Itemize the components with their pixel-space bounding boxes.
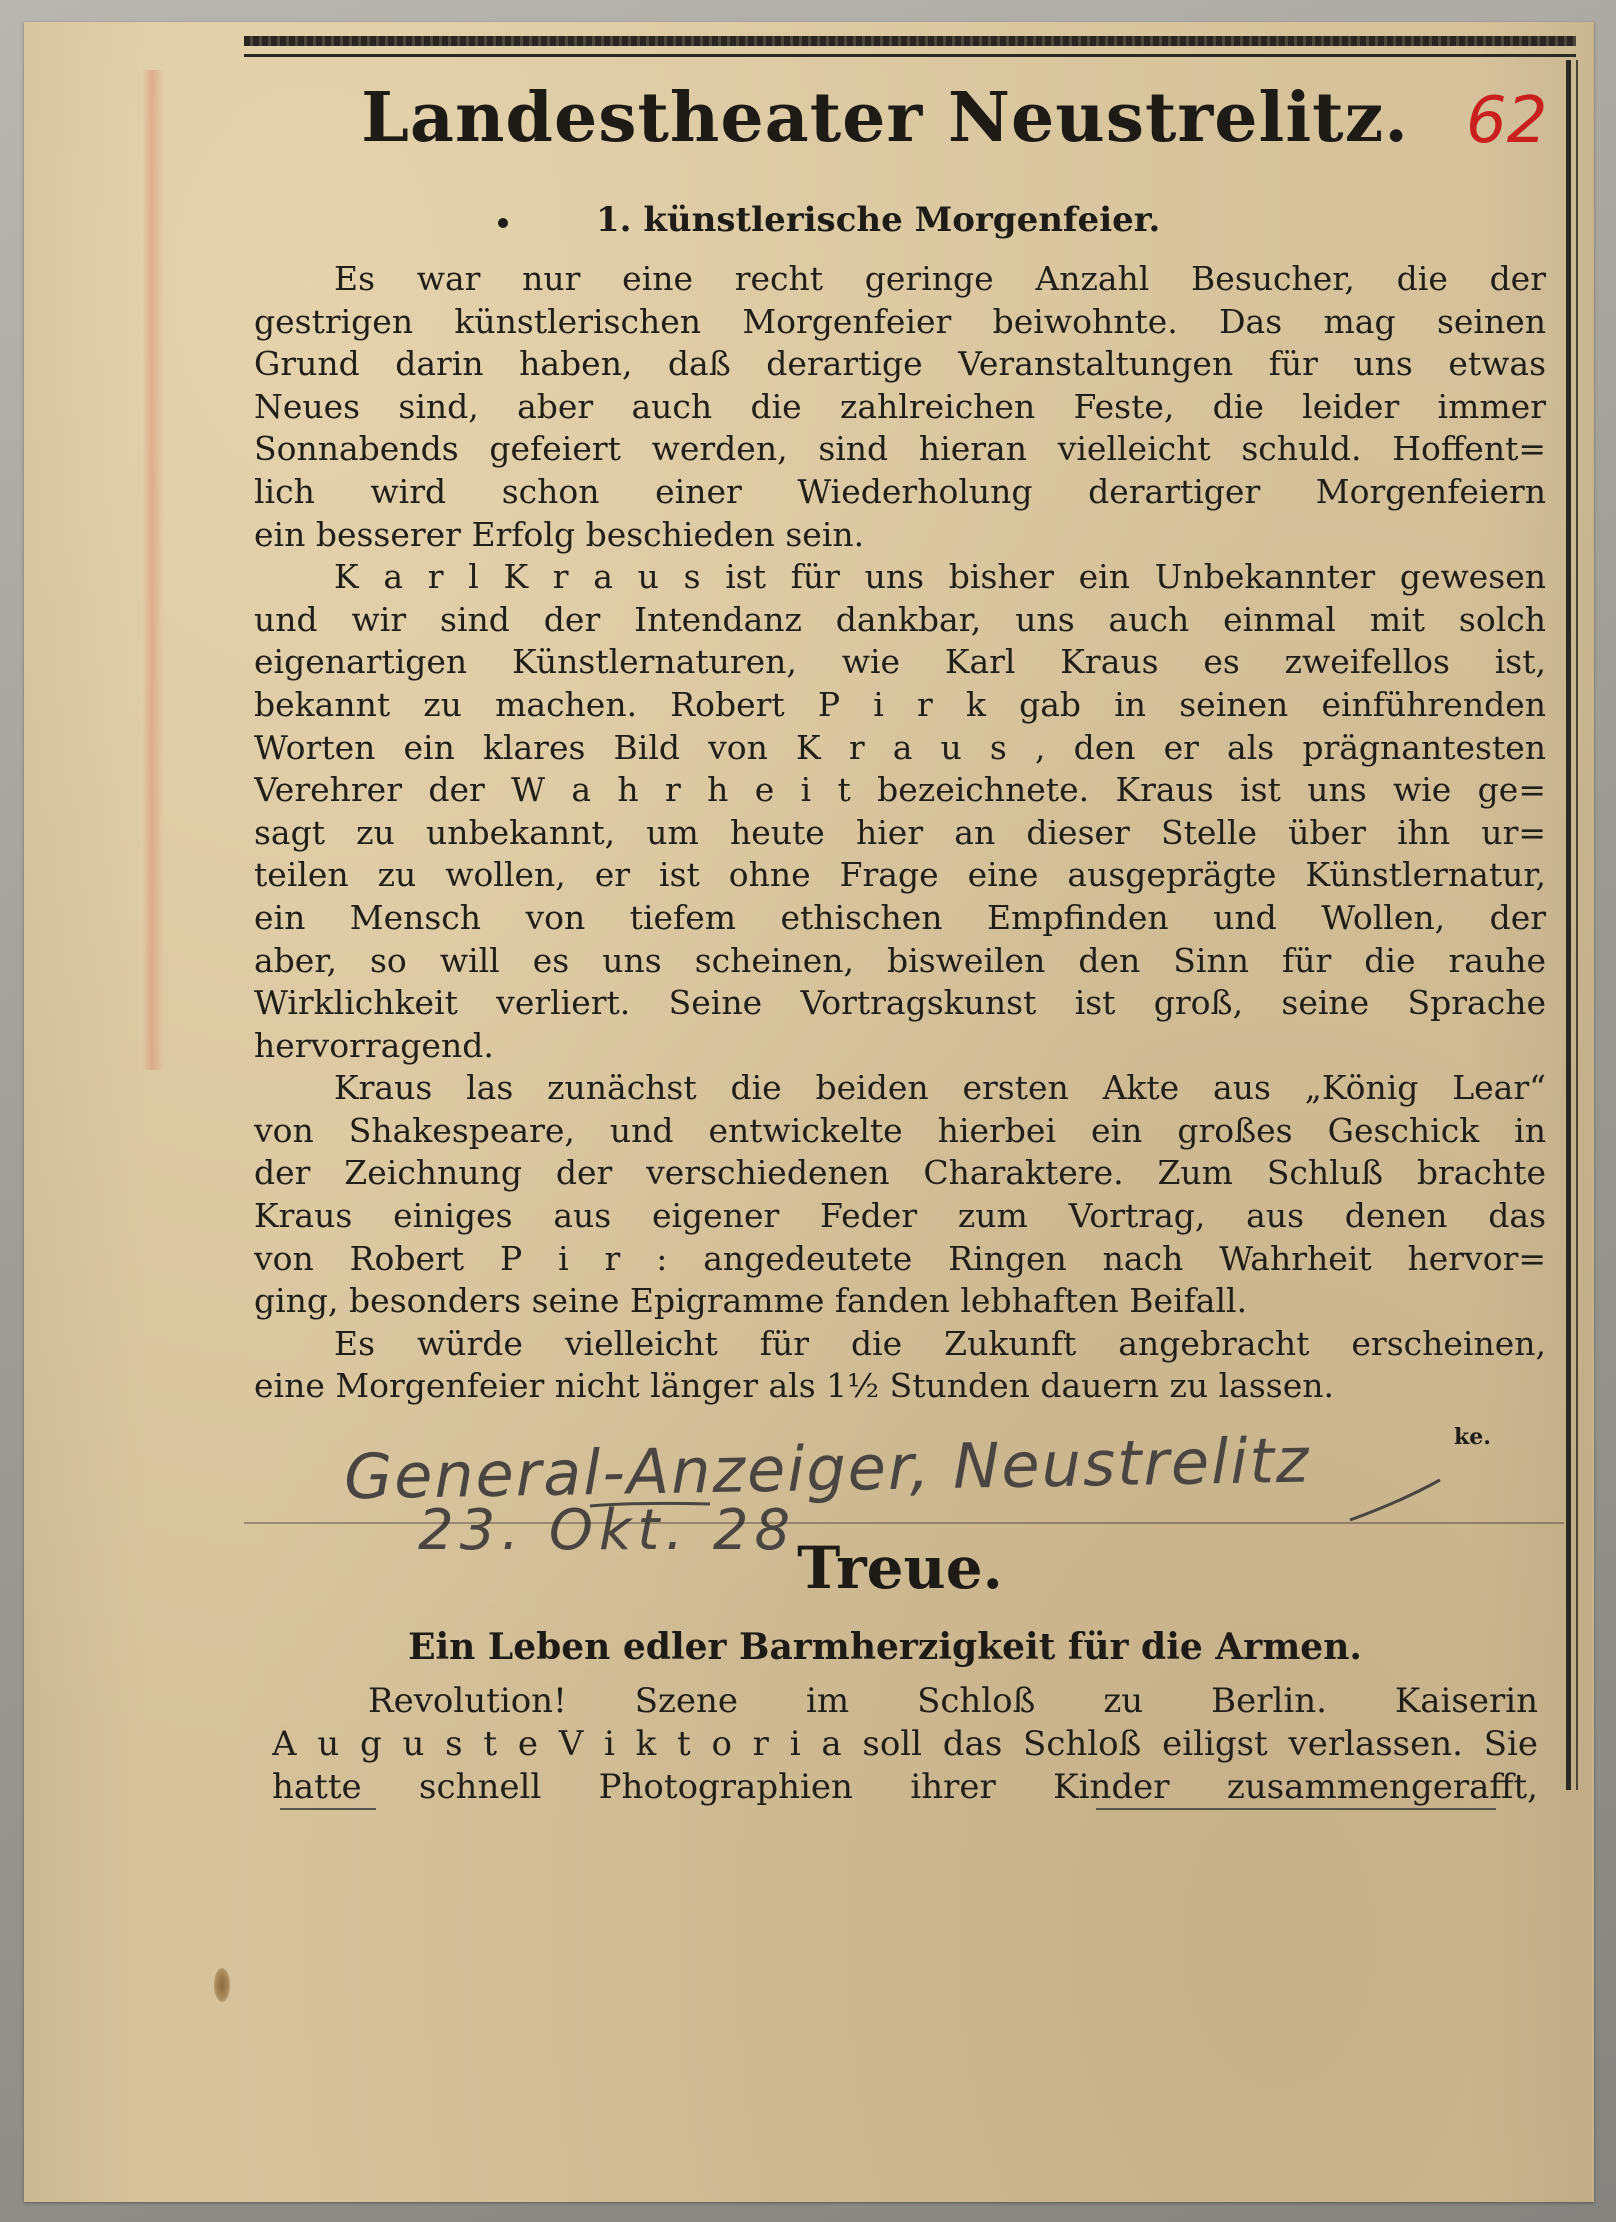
pencil-underline	[280, 1808, 376, 1810]
column-rule	[1566, 60, 1571, 1790]
article-body	[254, 258, 1546, 1408]
article-line: Grund darin haben, daß derartige Veranstaltungen für uns etwas	[254, 344, 1546, 384]
pencil-underline	[1096, 1808, 1496, 1810]
subhead: 1. künstlerische Morgenfeier.	[596, 200, 1161, 240]
article-line: hervorragend.	[254, 1025, 494, 1065]
archive-number: 62	[1466, 84, 1548, 158]
author-mark: ke.	[1454, 1424, 1491, 1450]
top-border-rule	[244, 36, 1576, 46]
article-line: Kraus einiges aus eigener Feder zum Vortrag, aus denen das	[254, 1196, 1546, 1236]
article-line: ein besserer Erfolg beschieden sein.	[254, 514, 865, 554]
article-line: Verehrer der W a h r h e i t bezeichnete. Kraus ist uns wie ge=	[254, 770, 1546, 810]
article-line: der Zeichnung der verschiedenen Charaktere. Zum Schluß brachte	[254, 1153, 1546, 1193]
article-line: Sonnabends gefeiert werden, sind hieran vielleicht schuld. Hoffent=	[254, 429, 1546, 469]
article-line: eine Morgenfeier nicht länger als 1½ Stunden dauern zu lassen.	[254, 1366, 1334, 1406]
headline: Landestheater Neustrelitz.	[361, 78, 1409, 158]
paper-stain	[214, 1968, 230, 2002]
second-subhead: Ein Leben edler Barmherzigkeit für die Armen.	[408, 1626, 1362, 1668]
handwritten-source: General-Anzeiger, Neustrelitz	[343, 1423, 1311, 1514]
second-headline: Treue.	[797, 1534, 1003, 1602]
article-line: ein Mensch von tiefem ethischen Empfinden und Wollen, der	[254, 897, 1546, 937]
article-line: aber, so will es uns scheinen, bisweilen den Sinn für die rauhe	[254, 940, 1546, 980]
column-rule-inner	[1576, 60, 1578, 1790]
article-separator	[244, 1522, 1564, 1524]
article-line: gestrigen künstlerischen Morgenfeier beiwohnte. Das mag seinen	[254, 301, 1546, 341]
article-line: Worten ein klares Bild von K r a u s , den er als prägnantesten	[254, 727, 1546, 767]
article-line: K a r l K r a u s ist für uns bisher ein Unbekannter gewesen	[334, 557, 1546, 597]
handwritten-date: 23. Okt. 28	[418, 1498, 797, 1563]
article-line: Wirklichkeit verliert. Seine Vortragskunst ist groß, seine Sprache	[254, 983, 1546, 1023]
article-line: Neues sind, aber auch die zahlreichen Feste, die leider immer	[254, 386, 1546, 426]
article-line: eigenartigen Künstlernaturen, wie Karl Kraus es zweifellos ist,	[254, 642, 1546, 682]
article-line: teilen zu wollen, er ist ohne Frage eine ausgeprägte Künstlernatur,	[254, 855, 1546, 895]
top-border-rule-thin	[244, 54, 1576, 57]
article-line: sagt zu unbekannt, um heute hier an dieser Stelle über ihn ur=	[254, 812, 1546, 852]
article-line: Kraus las zunächst die beiden ersten Akte aus „König Lear“	[334, 1068, 1546, 1108]
article-line: ging, besonders seine Epigramme fanden lebhaften Beifall.	[254, 1281, 1248, 1321]
second-article-line: A u g u s t e V i k t o r i a soll das Schloß eiligst verlassen. Sie	[272, 1724, 1538, 1764]
second-article-line: hatte schnell Photographien ihrer Kinder zusammengerafft,	[272, 1767, 1538, 1807]
second-article-body	[272, 1680, 1538, 1809]
red-pencil-mark	[142, 70, 164, 1070]
second-article-line: Revolution! Szene im Schloß zu Berlin. Kaiserin	[368, 1681, 1538, 1721]
article-line: und wir sind der Intendanz dankbar, uns auch einmal mit solch	[254, 599, 1546, 639]
article-line: von Robert P i r : angedeutete Ringen nach Wahrheit hervor=	[254, 1238, 1546, 1278]
article-line: von Shakespeare, und entwickelte hierbei ein großes Geschick in	[254, 1110, 1546, 1150]
bullet-icon	[498, 218, 508, 228]
article-line: bekannt zu machen. Robert P i r k gab in seinen einführenden	[254, 684, 1546, 724]
article-line: lich wird schon einer Wiederholung derartiger Morgenfeiern	[254, 471, 1546, 511]
article-line: Es war nur eine recht geringe Anzahl Besucher, die der	[334, 259, 1546, 298]
article-line: Es würde vielleicht für die Zukunft angebracht erscheinen,	[334, 1323, 1546, 1363]
